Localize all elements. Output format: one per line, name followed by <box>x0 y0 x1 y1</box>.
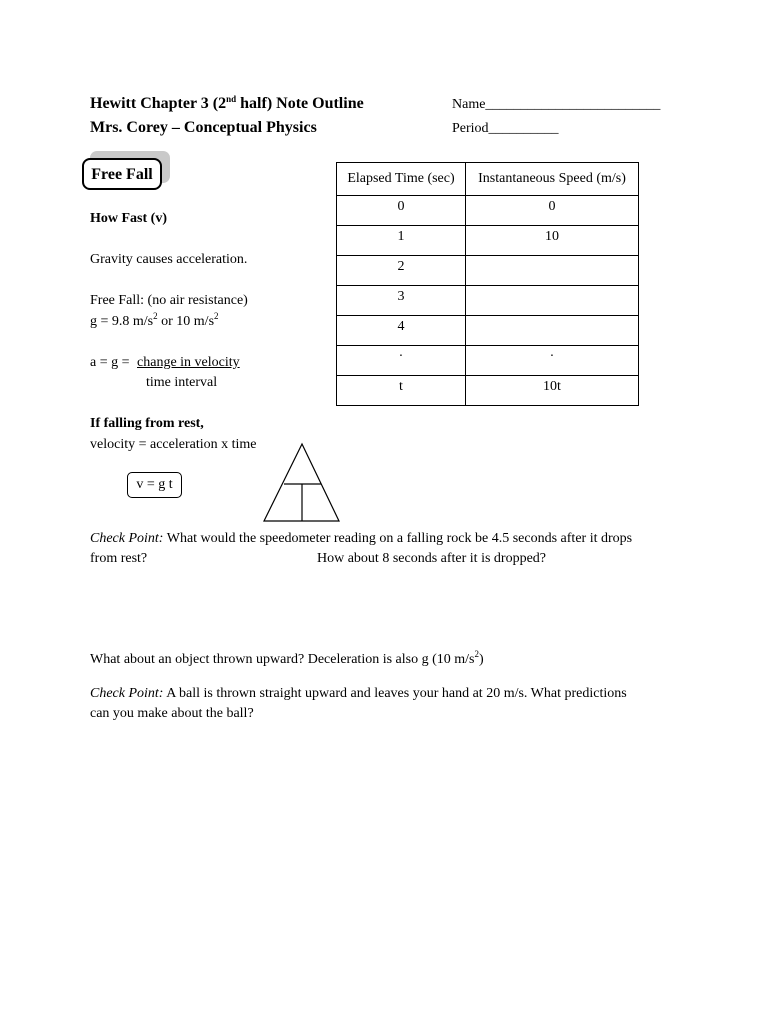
checkpoint-1-followup: How about 8 seconds after it is dropped? <box>317 551 546 566</box>
table-cell: 3 <box>337 286 466 316</box>
checkpoint-2-line-1: Check Point: A ball is thrown straight upward and leaves your hand at 20 m/s. What predictions <box>90 686 627 701</box>
table-cell: 2 <box>337 256 466 286</box>
table-header-row <box>337 163 639 196</box>
document-title: Hewitt Chapter 3 (2nd half) Note Outline <box>90 94 364 112</box>
formula-triangle-diagram <box>262 442 342 524</box>
g-value-text: g = 9.8 $m/s^2$ or 10 $m/s^2$ <box>90 311 219 329</box>
gravity-text: Gravity causes acceleration. <box>90 252 248 267</box>
table-cell: 4 <box>337 316 466 346</box>
free-fall-text: Free Fall: (no air resistance) <box>90 293 248 308</box>
table-row <box>337 316 639 346</box>
checkpoint-label: Check Point: <box>90 686 164 701</box>
table-row <box>337 256 639 286</box>
table-row <box>337 286 639 316</box>
section-badge: Free Fall <box>82 158 162 190</box>
table-cell: 1 <box>337 226 466 256</box>
falling-from-rest-heading: If falling from rest, <box>90 416 204 431</box>
checkpoint-2-line-2: can you make about the ball? <box>90 706 254 721</box>
how-fast-heading: How Fast (v) <box>90 211 167 226</box>
table-header-cell: Elapsed Time (sec) <box>337 163 466 196</box>
speed-table <box>336 162 639 406</box>
table-cell: 0 <box>466 196 639 226</box>
thrown-upward-text: What about an object thrown upward? Deceleration is also g (10 $m/s^2$) <box>90 649 484 667</box>
table-cell: 10t <box>466 376 639 406</box>
formula-box: v = g t <box>127 472 182 498</box>
equation-numerator: change in velocity <box>137 355 240 370</box>
table-cell: · <box>337 346 466 376</box>
equation-denominator: time interval <box>146 375 218 390</box>
table-cell <box>466 256 639 286</box>
checkpoint-label: Check Point: <box>90 531 164 546</box>
document-subtitle: Mrs. Corey – Conceptual Physics <box>90 119 317 136</box>
table-cell: 0 <box>337 196 466 226</box>
table-row <box>337 226 639 256</box>
table-row <box>337 376 639 406</box>
table-header-cell: Instantaneous Speed (m/s) <box>466 163 639 196</box>
table-cell <box>466 286 639 316</box>
table-cell: t <box>337 376 466 406</box>
checkpoint-1-line-1: Check Point: What would the speedometer reading on a falling rock be 4.5 seconds after it drops <box>90 531 633 546</box>
acceleration-equation: a = g = change in velocity <box>90 355 240 370</box>
checkpoint-1-line-2: from rest? <box>90 551 148 566</box>
period-field[interactable]: Period__________ <box>452 121 559 136</box>
name-field[interactable]: Name_________________________ <box>452 97 661 112</box>
table-cell: · <box>466 346 639 376</box>
velocity-text: velocity = acceleration x time <box>90 437 257 452</box>
table-row <box>337 346 639 376</box>
table-row <box>337 196 639 226</box>
table-cell: 10 <box>466 226 639 256</box>
table-cell <box>466 316 639 346</box>
